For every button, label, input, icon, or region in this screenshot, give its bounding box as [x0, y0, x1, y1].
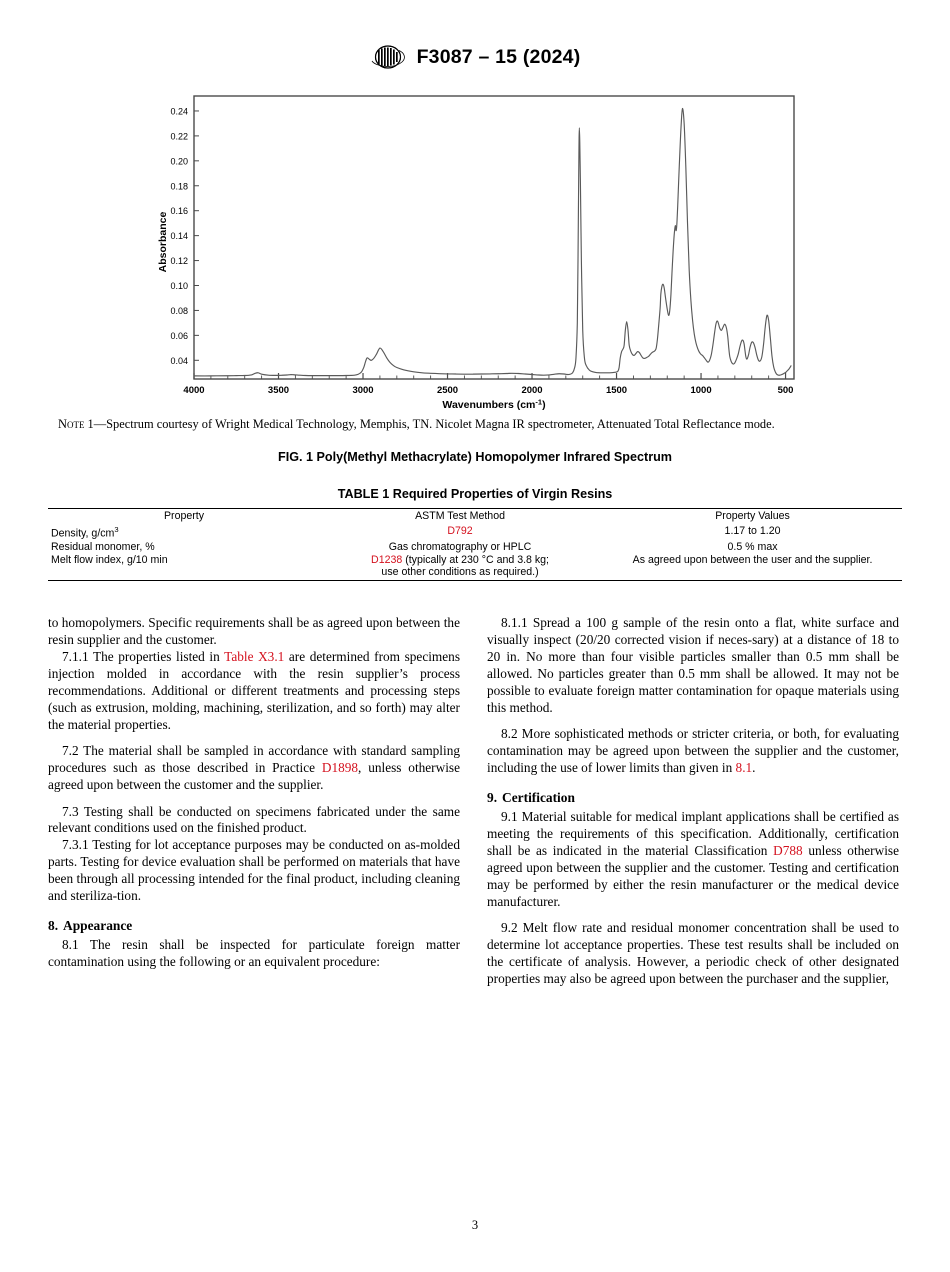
table-header-property: Property	[48, 509, 317, 525]
chart-y-tick-label: 0.10	[170, 280, 188, 291]
note-label: Note	[58, 417, 85, 431]
method-detail: (typically at 230 °C and 3.8 kg;	[402, 553, 550, 566]
table-reference-link[interactable]: Table X3.1	[224, 648, 285, 664]
property-superscript: 3	[114, 525, 119, 534]
paragraph-7-2	[48, 743, 460, 794]
chart-x-tick-label: 500	[777, 385, 794, 396]
section-heading-8	[48, 918, 460, 935]
chart-y-axis-title: Absorbance	[157, 211, 169, 273]
chart-y-tick-label: 0.24	[170, 106, 188, 117]
paragraph-text: are determined from specimens injection molded in accordance with the resin supplier’s process recommendations. Additional or different treatments and processing steps (such as extrusion, molding, machining, sterilization, and so forth) may alter the material properties.	[48, 648, 460, 732]
standard-reference-link[interactable]: D1238	[371, 553, 403, 566]
section-heading-9	[487, 790, 899, 807]
note-text: 1—Spectrum courtesy of Wright Medical Technology, Memphis, TN. Nicolet Magna IR spectrometer, Attenuated Total Reflectance mode.	[84, 417, 775, 431]
paragraph-text: unless otherwise agreed upon between the supplier and the customer. Testing and certification may be performed by either the resin manufacturer or the medical device manufacturer.	[487, 842, 899, 909]
chart-y-tick-label: 0.12	[170, 256, 188, 267]
standard-reference-link[interactable]: D1898	[321, 760, 359, 776]
paragraph-7-3: 7.3 Testing shall be conducted on specimens fabricated under the same relevant conditions used on the finished product.	[48, 803, 460, 836]
page-number: 3	[471, 1218, 479, 1232]
paragraph-7-3-1: 7.3.1 Testing for lot acceptance purposes may be conducted on as-molded parts. Testing for device evaluation shall be performed on materials that have been through all processing intended for the final product, including cleaning and steriliza-tion.	[48, 837, 460, 904]
paragraph-text: 8.2 More sophisticated methods or stricter criteria, or both, for evaluating contamination may be agreed upon between the supplier and the customer, including the use of lower limits than given in	[487, 726, 899, 776]
method-detail-line2: use other conditions as required.)	[381, 565, 539, 578]
chart-y-tick-label: 0.22	[170, 131, 188, 142]
cell-property	[48, 524, 317, 540]
standard-reference-link[interactable]: D792	[447, 525, 473, 537]
chart-y-tick-label: 0.04	[170, 355, 188, 366]
chart-x-tick-label: 2000	[521, 385, 543, 396]
chart-y-tick-label: 0.06	[170, 330, 188, 341]
body-column-left	[48, 615, 460, 971]
figure-caption: FIG. 1 Poly(Methyl Methacrylate) Homopolymer Infrared Spectrum	[278, 450, 672, 464]
chart-x-tick-label: 3500	[267, 385, 290, 396]
chart-x-tick-label: 4000	[183, 385, 205, 396]
chart-x-axis-title: Wavenumbers $(cm^{-1})$	[442, 397, 546, 411]
section-title: Appearance	[63, 918, 133, 934]
paragraph-text: 7.1.1 The properties listed in	[62, 648, 225, 664]
cell-values: As agreed upon between the user and the supplier.	[632, 553, 873, 566]
cell-method	[317, 524, 603, 540]
chart-y-tick-label: 0.16	[170, 206, 188, 217]
paragraph-text: , unless otherwise agreed upon between the customer and the supplier.	[48, 760, 460, 793]
cell-property: Residual monomer, %	[51, 540, 155, 553]
paragraph-8-1-1: 8.1.1 Spread a 100 g sample of the resin onto a flat, white surface and visually inspect (20/20 corrected vision if neces-sary) at a distance of 18 to 20 in. No more than four visible particles smaller than 0.5 mm shall be allowed. No particles greater than 0.5 mm shall be allowed. It may not be possible to evaluate foreign matter contamination for opaque materials using this method.	[487, 615, 899, 715]
astm-logo-icon	[370, 44, 408, 70]
standard-reference-link[interactable]: D788	[773, 842, 803, 858]
chart-x-tick-label: 1500	[605, 385, 628, 396]
chart-y-tick-label: 0.20	[170, 156, 188, 167]
document-designation: F3087 – 15 (2024)	[416, 45, 581, 68]
cell-values: 1.17 to 1.20	[724, 525, 781, 537]
paragraph-text: 9.1 Material suitable for medical implant applications shall be certified as meeting the requirements of this specification. Additionally, certification shall be as indicated in the material Classification	[487, 808, 899, 858]
chart-x-tick-label: 1000	[690, 385, 712, 396]
section-reference-link[interactable]: 8.1	[735, 760, 753, 776]
chart-x-tick-label: 2500	[436, 385, 459, 396]
paragraph-8-1: 8.1 The resin shall be inspected for particulate foreign matter contamination using the following or an equivalent procedure:	[48, 937, 460, 969]
table-header-values: Property Values	[603, 509, 902, 525]
paragraph-9-1	[487, 809, 899, 911]
document-header	[0, 44, 950, 70]
figure-note	[58, 417, 896, 433]
chart-plot-frame	[194, 96, 794, 379]
required-properties-table	[48, 508, 902, 578]
chart-y-tick-label: 0.18	[170, 181, 188, 192]
cell-property: Melt flow index, g/10 min	[51, 553, 168, 566]
paragraph-text: .	[752, 760, 756, 776]
table-bottom-rule	[48, 580, 902, 581]
paragraph-9-2: 9.2 Melt flow rate and residual monomer concentration shall be used to determine lot acceptance properties. These test results shall be included on the certificate of analysis. However, a periodic check of other designated properties may also be agreed upon between the purchaser and the supplier,	[487, 920, 899, 986]
table-row	[48, 524, 902, 540]
paragraph-7-1-1	[48, 649, 460, 734]
table-row	[48, 540, 902, 553]
cell-values: 0.5 % max	[727, 540, 778, 553]
chart-y-tick-label: 0.14	[170, 231, 188, 242]
chart-y-tick-label: 0.08	[170, 305, 188, 316]
cell-method	[317, 553, 603, 578]
body-column-right	[487, 615, 899, 988]
ir-spectrum-figure	[152, 92, 800, 412]
section-title: Certification	[502, 790, 575, 806]
cell-method: Gas chromatography or HPLC	[388, 540, 532, 553]
table-header-method: ASTM Test Method	[317, 509, 603, 525]
chart-x-tick-label: 3000	[352, 385, 374, 396]
section-number: 9.	[487, 790, 498, 806]
ir-spectrum-chart	[152, 92, 800, 412]
paragraph-continuation: to homopolymers. Specific requirements shall be as agreed upon between the resin supplier and the customer.	[48, 615, 460, 647]
paragraph-text: 7.2 The material shall be sampled in accordance with standard sampling procedures such as those described in Practice	[48, 743, 460, 776]
property-label: Density, g/cm	[51, 527, 115, 540]
table-title: TABLE 1 Required Properties of Virgin Resins	[337, 487, 613, 501]
section-number: 8.	[48, 918, 59, 934]
paragraph-8-2	[487, 726, 899, 777]
table-row	[48, 553, 902, 578]
